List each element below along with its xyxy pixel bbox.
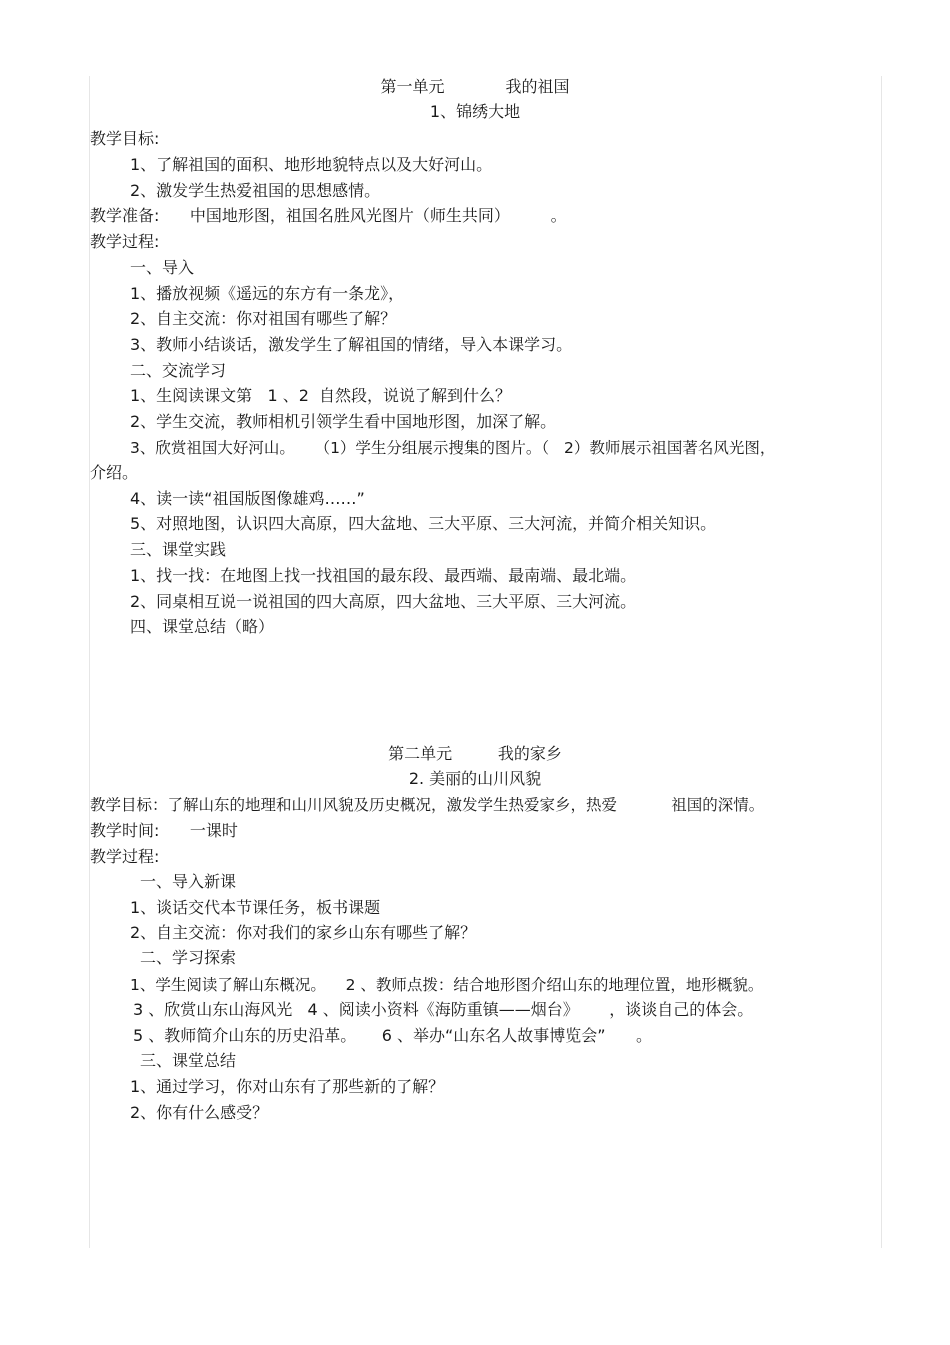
unit2-step-item: 2、自主交流：你对我们的家乡山东有哪些了解？: [130, 923, 477, 942]
unit1-section-title: 四、课堂总结（略）: [130, 617, 275, 636]
unit1-lesson-title: 1、锦绣大地: [429, 102, 521, 121]
unit2-step-item: 5 、教师简介山东的历史沿革。 6 、举办“山东名人故事博览会” 。: [133, 1026, 653, 1045]
unit2-goals: 教学目标：了解山东的地理和山川风貌及历史概况，激发学生热爱家乡，热爱 祖国的深情。: [90, 796, 765, 814]
unit1-heading: 第一单元 我的祖国: [380, 77, 570, 96]
unit1-step-item: 1、找一找：在地图上找一找祖国的最东段、最西端、最南端、最北端。: [130, 566, 637, 585]
unit2-step-item: 2、你有什么感受？: [130, 1103, 269, 1122]
unit2-section-title: 一、导入新课: [140, 872, 237, 891]
unit2-heading: 第二单元 我的家乡: [388, 744, 562, 763]
unit1-section-title: 三、课堂实践: [130, 540, 227, 559]
unit1-step-item: 1、生阅读课文第 1 、2 自然段，说说了解到什么？: [130, 386, 512, 405]
unit1-step-item: 4、读一读“祖国版图像雄鸡……”: [130, 489, 365, 508]
unit2-step-item: 1、学生阅读了解山东概况。 2 、教师点拨：结合地形图介绍山东的地理位置，地形概貌。: [130, 976, 764, 994]
unit2-step-item: 1、通过学习，你对山东有了那些新的了解？: [130, 1077, 445, 1096]
unit1-step-item: 2、同桌相互说一说祖国的四大高原，四大盆地、三大平原、三大河流。: [130, 592, 637, 611]
unit1-section-title: 二、交流学习: [130, 361, 227, 380]
unit1-section-title: 一、导入: [130, 258, 195, 277]
unit1-step-item: 5、对照地图，认识四大高原，四大盆地、三大平原、三大河流，并简介相关知识。: [130, 514, 717, 533]
unit1-prep: 教学准备: 中国地形图，祖国名胜风光图片（师生共同） 。: [90, 206, 567, 225]
unit2-section-title: 二、学习探索: [140, 948, 237, 967]
unit2-step-item: 1、谈话交代本节课任务，板书课题: [130, 898, 381, 917]
unit1-goals-label: 教学目标:: [90, 129, 160, 148]
unit1-step-item: 3、欣赏祖国大好河山。 （1）学生分组展示搜集的图片。（ 2）教师展示祖国著名风光图，: [130, 439, 776, 457]
unit1-goal-item: 1、了解祖国的面积、地形地貌特点以及大好河山。: [130, 155, 493, 174]
unit1-step-item: 1、播放视频《遥远的东方有一条龙》，: [130, 284, 405, 303]
unit1-step-item: 2、学生交流，教师相机引领学生看中国地形图，加深了解。: [130, 412, 557, 431]
unit2-time: 教学时间: 一课时: [90, 821, 238, 840]
unit1-step-item-continued: 介绍。: [90, 463, 139, 482]
unit1-step-item: 2、自主交流：你对祖国有哪些了解？: [130, 309, 397, 328]
unit1-step-item: 3、教师小结谈话，激发学生了解祖国的情绪，导入本课学习。: [130, 335, 573, 354]
unit2-process-label: 教学过程:: [90, 847, 160, 866]
unit1-process-label: 教学过程:: [90, 232, 160, 251]
unit2-section-title: 三、课堂总结: [140, 1051, 237, 1070]
unit2-step-item: 3 、欣赏山东山海风光 4 、阅读小资料《海防重镇——烟台》 ，谈谈自己的体会。: [133, 1000, 754, 1019]
unit1-goal-item: 2、激发学生热爱祖国的思想感情。: [130, 181, 381, 200]
unit2-lesson-title: 2. 美丽的山川风貌: [408, 769, 542, 788]
